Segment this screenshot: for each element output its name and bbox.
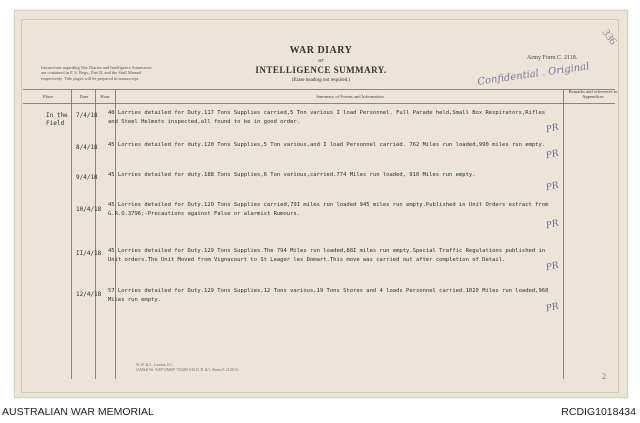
header-date: Date xyxy=(79,94,89,99)
printer-line: (A5834) Wt. W4973/M687 750,000 8/16 D. D. & L. Forms/C.2118/13. xyxy=(136,368,239,372)
entry-date: 12/4/18 xyxy=(76,291,102,298)
initials-mark: PR xyxy=(544,218,560,232)
corner-mark: 2 xyxy=(602,372,606,381)
header-hour: Hour xyxy=(100,94,110,99)
institution-caption: AUSTRALIAN WAR MEMORIAL xyxy=(2,406,154,418)
entry-date: 7/4/18 xyxy=(76,112,98,119)
entry-text: 45 Lorries detailed for duty.188 Tons Supplies,6 Ton various,carried.774 Miles run loaded, 910 Miles run empty. xyxy=(108,172,476,178)
entry-text: 45 Lorries detailed for Duty.129 Tons Supplies.The 794 Miles run loaded,88I miles run empty.Special Traffic Regulations published in Unit orders.The Unit Moved from Vignacourt to St Leager les Domart.This move was carried out after completion of Detail. xyxy=(108,248,546,263)
initials-mark: PR xyxy=(544,260,560,274)
diary-title: WAR DIARY xyxy=(289,45,353,56)
record-id-caption: RCDIG1018434 xyxy=(561,406,636,418)
table-top-rule xyxy=(23,89,615,90)
title-or: or xyxy=(318,58,324,64)
header-summary: Summary of Events and Information xyxy=(316,94,384,99)
header-bottom-rule xyxy=(23,103,615,104)
diary-subtitle: INTELLIGENCE SUMMARY. xyxy=(255,65,387,75)
header-remarks: Remarks and references to Appendices xyxy=(568,89,618,99)
classification-note: Confidential . Original xyxy=(476,61,591,88)
hour-column-rule xyxy=(115,89,116,379)
entry-text: 45 Lorries detailed for duty.120 Tons Supplies,5 Ton various,and I load Personnel carried. 762 Miles run loaded,990 miles run empty. xyxy=(108,142,546,148)
printer-line: W. W. & L., London, E.C. xyxy=(136,363,174,367)
instructions-note: Instructions regarding War Diaries and Intelligence Summaries are contained in F. S. Regs., Part II. and the Staff Manual respectively. Title pages will be prepared in manuscript. xyxy=(41,65,152,81)
entry-date: 10/4/18 xyxy=(76,206,102,213)
erase-note: (Erase heading not required.) xyxy=(291,78,351,83)
folio-stamp: 336 xyxy=(599,26,619,48)
initials-mark: PR xyxy=(544,180,560,194)
initials-mark: PR xyxy=(544,122,560,136)
place-column-rule xyxy=(71,89,72,379)
army-form-label: Army Form C. 2118. xyxy=(527,55,578,61)
place-cell: In the Field xyxy=(46,112,68,127)
entry-date: II/4/18 xyxy=(76,250,102,257)
entry-text: 40 Lorries detailed for Duty.117 Tons Supplies carried,5 Ton various I load Personnel. Full Parade held,Small Box Respirators,Rifles and Steel Helmets inspected,all found to be in good order. xyxy=(108,110,546,125)
header-place: Place xyxy=(43,94,53,99)
initials-mark: PR xyxy=(544,148,560,162)
printer-imprint xyxy=(136,363,336,373)
date-column-rule xyxy=(95,89,96,379)
initials-mark: PR xyxy=(544,301,560,315)
entry-date: 9/4/18 xyxy=(76,174,98,181)
entry-text: 57 Lorries detailed for Duty.129 Tons Supplies,12 Tons various,19 Tons Stores and 4 loads Personnel carried.1020 Miles run loaded,960 Miles run empty. xyxy=(108,288,549,303)
remarks-column-rule xyxy=(563,89,564,379)
entry-date: 8/4/18 xyxy=(76,144,98,151)
entry-text: 45 Lorries detailed for Duty.120 Tons Supplies carried,79I miles run loaded 945 miles run empty.Published in Unit Orders extract from G.R.O.3796;-Precautions against False or alarmist Rumours. xyxy=(108,202,549,217)
